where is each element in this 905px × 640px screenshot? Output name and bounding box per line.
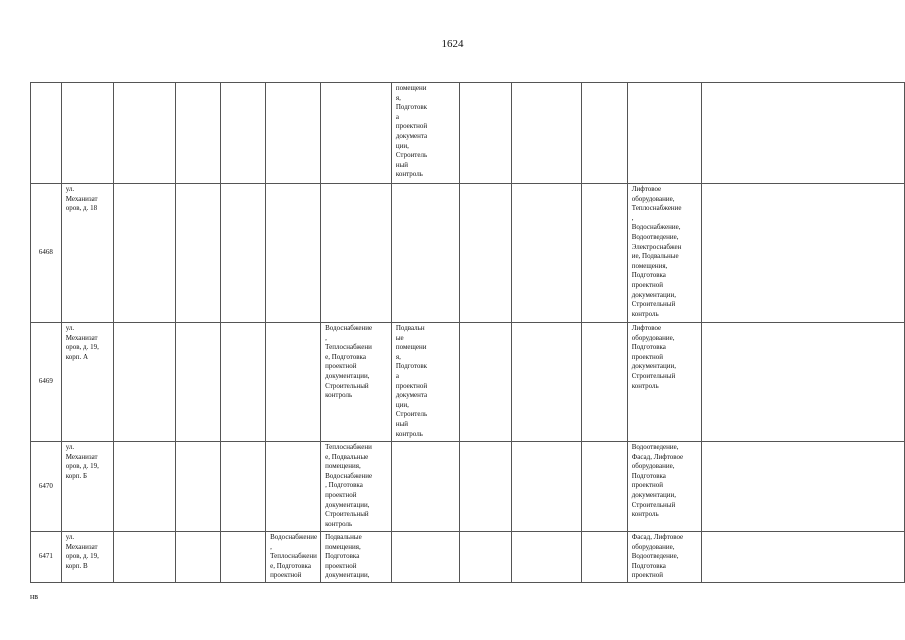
works-cell: Водоотведение, Фасад, Лифтовое оборудование, Подготовка проектной документации, Строительный контроль: [627, 442, 702, 532]
works-cell: [627, 83, 702, 184]
address-cell: ул. Механизат оров, д. 19, корп. Б: [61, 442, 114, 532]
works-cell: Фасад, Лифтовое оборудование, Водоотведение, Подготовка проектной: [627, 532, 702, 583]
works-cell: Подвальные помещения, Подготовка проектной документации,: [321, 532, 392, 583]
table-row: [31, 184, 905, 323]
works-cell: [391, 442, 459, 532]
table-row: [31, 532, 905, 583]
works-cell: помещени я, Подготовк а проектной документа ции, Строитель ный контроль: [391, 83, 459, 184]
row-number-cell: [31, 83, 62, 184]
works-cell: Теплоснабжени е, Подвальные помещения, Водоснабжение , Подготовка проектной документации, Строительный контроль: [321, 442, 392, 532]
works-cell: [266, 184, 321, 323]
row-number-cell: 6470: [31, 442, 62, 532]
works-cell: Водоснабжение , Теплоснабжени е, Подготовка проектной: [266, 532, 321, 583]
works-cell: [321, 83, 392, 184]
works-cell: [266, 442, 321, 532]
works-cell: [266, 83, 321, 184]
works-cell: Лифтовое оборудование, Подготовка проектной документации, Строительный контроль: [627, 323, 702, 442]
row-number-cell: 6468: [31, 184, 62, 323]
address-cell: ул. Механизат оров, д. 19, корп. А: [61, 323, 114, 442]
works-cell: Водоснабжение , Теплоснабжени е, Подготовка проектной документации, Строительный контроль: [321, 323, 392, 442]
works-cell: [391, 532, 459, 583]
works-cell: Лифтовое оборудование, Теплоснабжение , Водоснабжение, Водоотведение, Электроснабжен ие, Подвальные помещения, Подготовка проектной документации, Строительный контроль: [627, 184, 702, 323]
row-number-cell: 6471: [31, 532, 62, 583]
address-cell: ул. Механизат оров, д. 19, корп. В: [61, 532, 114, 583]
address-cell: [61, 83, 114, 184]
page-number: 1624: [441, 38, 464, 50]
table-row: [31, 442, 905, 532]
row-number-cell: 6469: [31, 323, 62, 442]
table-row: [31, 323, 905, 442]
address-cell: ул. Механизат оров, д. 18: [61, 184, 114, 323]
table-row: [31, 83, 905, 184]
works-cell: Подвальн ые помещени я, Подготовк а проектной документа ции, Строитель ный контроль: [391, 323, 459, 442]
works-cell: [266, 323, 321, 442]
works-cell: [321, 184, 392, 323]
works-cell: [391, 184, 459, 323]
footer-mark: нв: [30, 592, 39, 601]
repair-schedule-table: [30, 82, 905, 583]
